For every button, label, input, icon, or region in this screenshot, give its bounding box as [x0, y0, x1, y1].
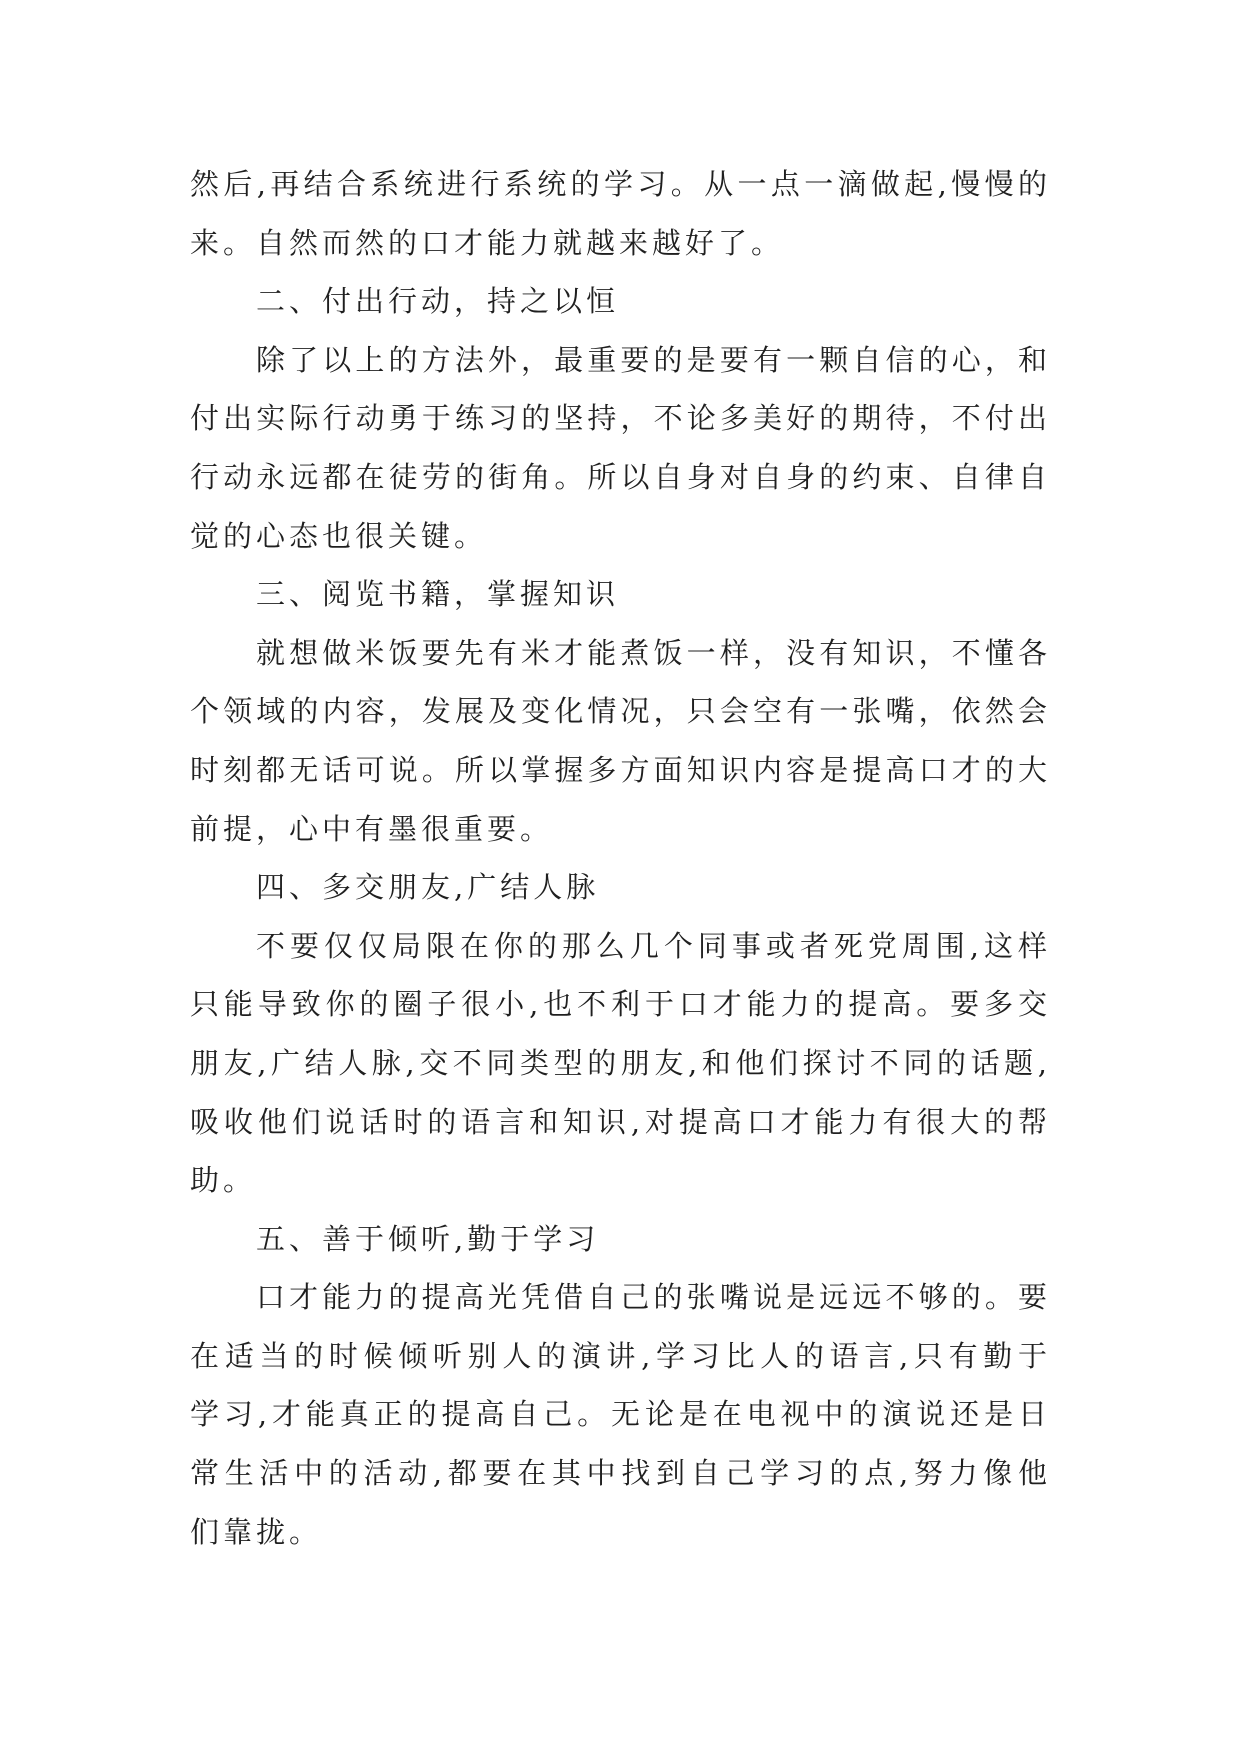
- section-heading-text: 二、付出行动，持之以恒: [256, 284, 620, 319]
- paragraph-line: 口才能力的提高光凭借自己的张嘴说是远远不够的。要: [256, 1280, 1051, 1315]
- section-heading-text: 三、阅览书籍，掌握知识: [256, 577, 620, 612]
- paragraph-line: 付出实际行动勇于练习的坚持，不论多美好的期待，不付出: [190, 401, 1051, 436]
- paragraph-line: 除了以上的方法外，最重要的是要有一颗自信的心，和: [256, 342, 1051, 377]
- paragraph-line: 来。自然而然的口才能力就越来越好了。: [190, 225, 785, 260]
- paragraph: [190, 1268, 1051, 1561]
- paragraph-line: 吸收他们说话时的语言和知识,对提高口才能力有很大的帮: [190, 1104, 1051, 1139]
- section-heading: [190, 858, 1051, 917]
- paragraph-line: 然后,再结合系统进行系统的学习。从一点一滴做起,慢慢的: [190, 167, 1051, 201]
- paragraph: [190, 331, 1051, 565]
- section-heading-text: 五、善于倾听,勤于学习: [256, 1221, 600, 1256]
- section-heading: [190, 1210, 1051, 1269]
- paragraph-line: 时刻都无话可说。所以掌握多方面知识内容是提高口才的大: [190, 752, 1051, 787]
- paragraph-line: 行动永远都在徒劳的街角。所以自身对自身的约束、自律自: [190, 459, 1051, 494]
- section-heading: [190, 272, 1051, 331]
- section-heading: [190, 565, 1051, 624]
- paragraph-line: 前提，心中有墨很重要。: [190, 811, 554, 846]
- paragraph: [190, 155, 1051, 272]
- paragraph-line: 就想做米饭要先有米才能煮饭一样，没有知识，不懂各: [256, 635, 1051, 670]
- paragraph: [190, 624, 1051, 858]
- paragraph: [190, 917, 1051, 1210]
- paragraph-line: 们靠拢。: [190, 1514, 323, 1549]
- paragraph-line: 个领域的内容，发展及变化情况，只会空有一张嘴，依然会: [190, 694, 1051, 729]
- section-heading-text: 四、多交朋友,广结人脉: [256, 870, 600, 905]
- paragraph-line: 助。: [190, 1163, 257, 1198]
- document-page: [190, 155, 1051, 1561]
- paragraph-line: 不要仅仅局限在你的那么几个同事或者死党周围,这样: [256, 928, 1051, 963]
- paragraph-line: 常生活中的活动,都要在其中找到自己学习的点,努力像他: [190, 1456, 1051, 1491]
- paragraph-line: 学习,才能真正的提高自己。无论是在电视中的演说还是日: [190, 1397, 1051, 1432]
- paragraph-line: 在适当的时候倾听别人的演讲,学习比人的语言,只有勤于: [190, 1338, 1051, 1373]
- paragraph-line: 朋友,广结人脉,交不同类型的朋友,和他们探讨不同的话题,: [190, 1045, 1051, 1080]
- paragraph-line: 觉的心态也很关键。: [190, 518, 488, 553]
- paragraph-line: 只能导致你的圈子很小,也不利于口才能力的提高。要多交: [190, 987, 1051, 1022]
